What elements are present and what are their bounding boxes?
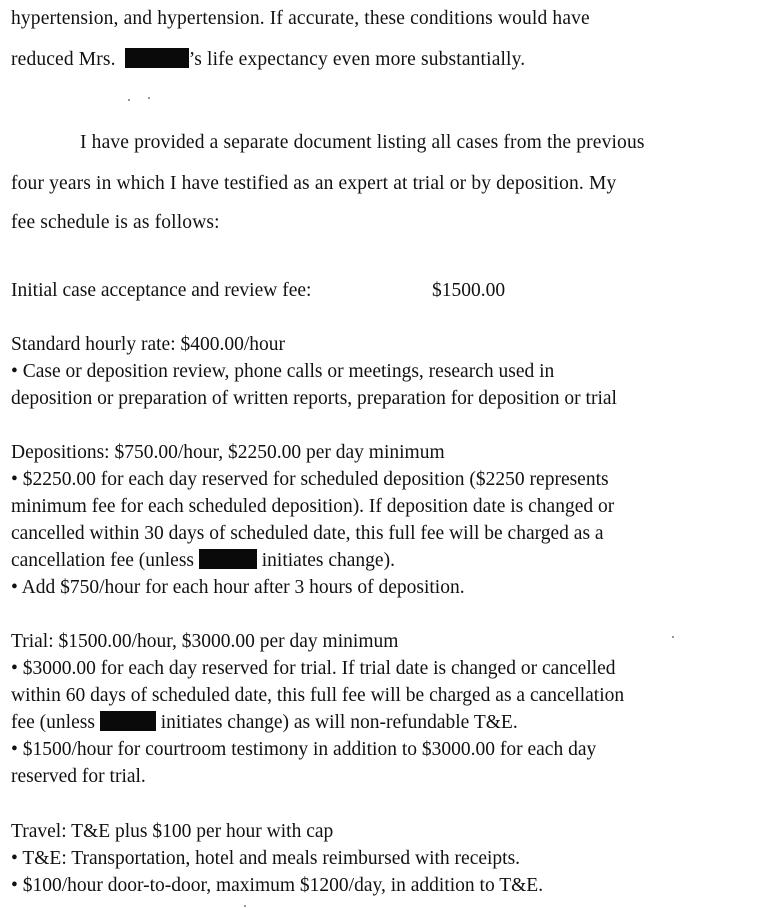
depositions-bullet1-line3: cancelled within 30 days of scheduled date, this full fee will be charged as a bbox=[11, 523, 604, 544]
paragraph1-line2-before: reduced Mrs. bbox=[11, 49, 116, 70]
depositions-bullet1-line1: • $2250.00 for each day reserved for scheduled deposition ($2250 represents bbox=[11, 469, 609, 490]
depositions-bullet2: • Add $750/hour for each hour after 3 hours of deposition. bbox=[11, 577, 465, 598]
hourly-bullet1-line1: • Case or deposition review, phone calls or meetings, research used in bbox=[11, 361, 555, 382]
trial-bullet1-line1: • $3000.00 for each day reserved for trial. If trial date is changed or cancelled bbox=[11, 658, 616, 679]
scan-speck bbox=[148, 97, 150, 99]
travel-heading: Travel: T&E plus $100 per hour with cap bbox=[11, 821, 334, 842]
trial-bullet2-line2: reserved for trial. bbox=[11, 766, 146, 787]
paragraph1-line2 bbox=[11, 48, 525, 72]
travel-bullet1: • T&E: Transportation, hotel and meals reimbursed with receipts. bbox=[11, 848, 521, 869]
depositions-bullet1-line4-before: cancellation fee (unless bbox=[11, 550, 194, 571]
depositions-bullet1-line2: minimum fee for each scheduled deposition). If deposition date is changed or bbox=[11, 496, 615, 517]
trial-bullet1-line3 bbox=[11, 711, 518, 735]
scan-speck bbox=[128, 99, 130, 101]
hourly-bullet1-line2: deposition or preparation of written reports, preparation for deposition or trial bbox=[11, 388, 617, 409]
initial-fee-amount: $1500.00 bbox=[432, 280, 506, 301]
hourly-heading: Standard hourly rate: $400.00/hour bbox=[11, 334, 286, 355]
trial-bullet1-line3-after: initiates change) as will non-refundable T&E. bbox=[160, 712, 518, 733]
redaction-box bbox=[100, 711, 156, 731]
scan-speck bbox=[244, 905, 246, 907]
travel-bullet2: • $100/hour door-to-door, maximum $1200/day, in addition to T&E. bbox=[11, 875, 544, 896]
paragraph2-line2: four years in which I have testified as an expert at trial or by deposition. My bbox=[11, 173, 617, 194]
trial-heading: Trial: $1500.00/hour, $3000.00 per day minimum bbox=[11, 631, 399, 652]
redaction-box bbox=[199, 549, 257, 569]
depositions-bullet1-line4 bbox=[11, 549, 395, 573]
initial-fee-row bbox=[11, 279, 611, 303]
initial-fee-label: Initial case acceptance and review fee: bbox=[11, 280, 312, 301]
trial-bullet2-line1: • $1500/hour for courtroom testimony in addition to $3000.00 for each day bbox=[11, 739, 597, 760]
paragraph2-line1: I have provided a separate document listing all cases from the previous bbox=[80, 132, 645, 153]
trial-bullet1-line3-before: fee (unless bbox=[11, 712, 95, 733]
redaction-box bbox=[125, 48, 189, 68]
depositions-bullet1-line4-after: initiates change). bbox=[261, 550, 395, 571]
scan-speck bbox=[672, 636, 674, 638]
paragraph2-line3: fee schedule is as follows: bbox=[11, 212, 220, 233]
depositions-heading: Depositions: $750.00/hour, $2250.00 per day minimum bbox=[11, 442, 445, 463]
paragraph1-line2-after: ’s life expectancy even more substantially. bbox=[188, 49, 526, 70]
trial-bullet1-line2: within 60 days of scheduled date, this full fee will be charged as a cancellation bbox=[11, 685, 625, 706]
paragraph1-line1: hypertension, and hypertension. If accurate, these conditions would have bbox=[11, 8, 590, 29]
